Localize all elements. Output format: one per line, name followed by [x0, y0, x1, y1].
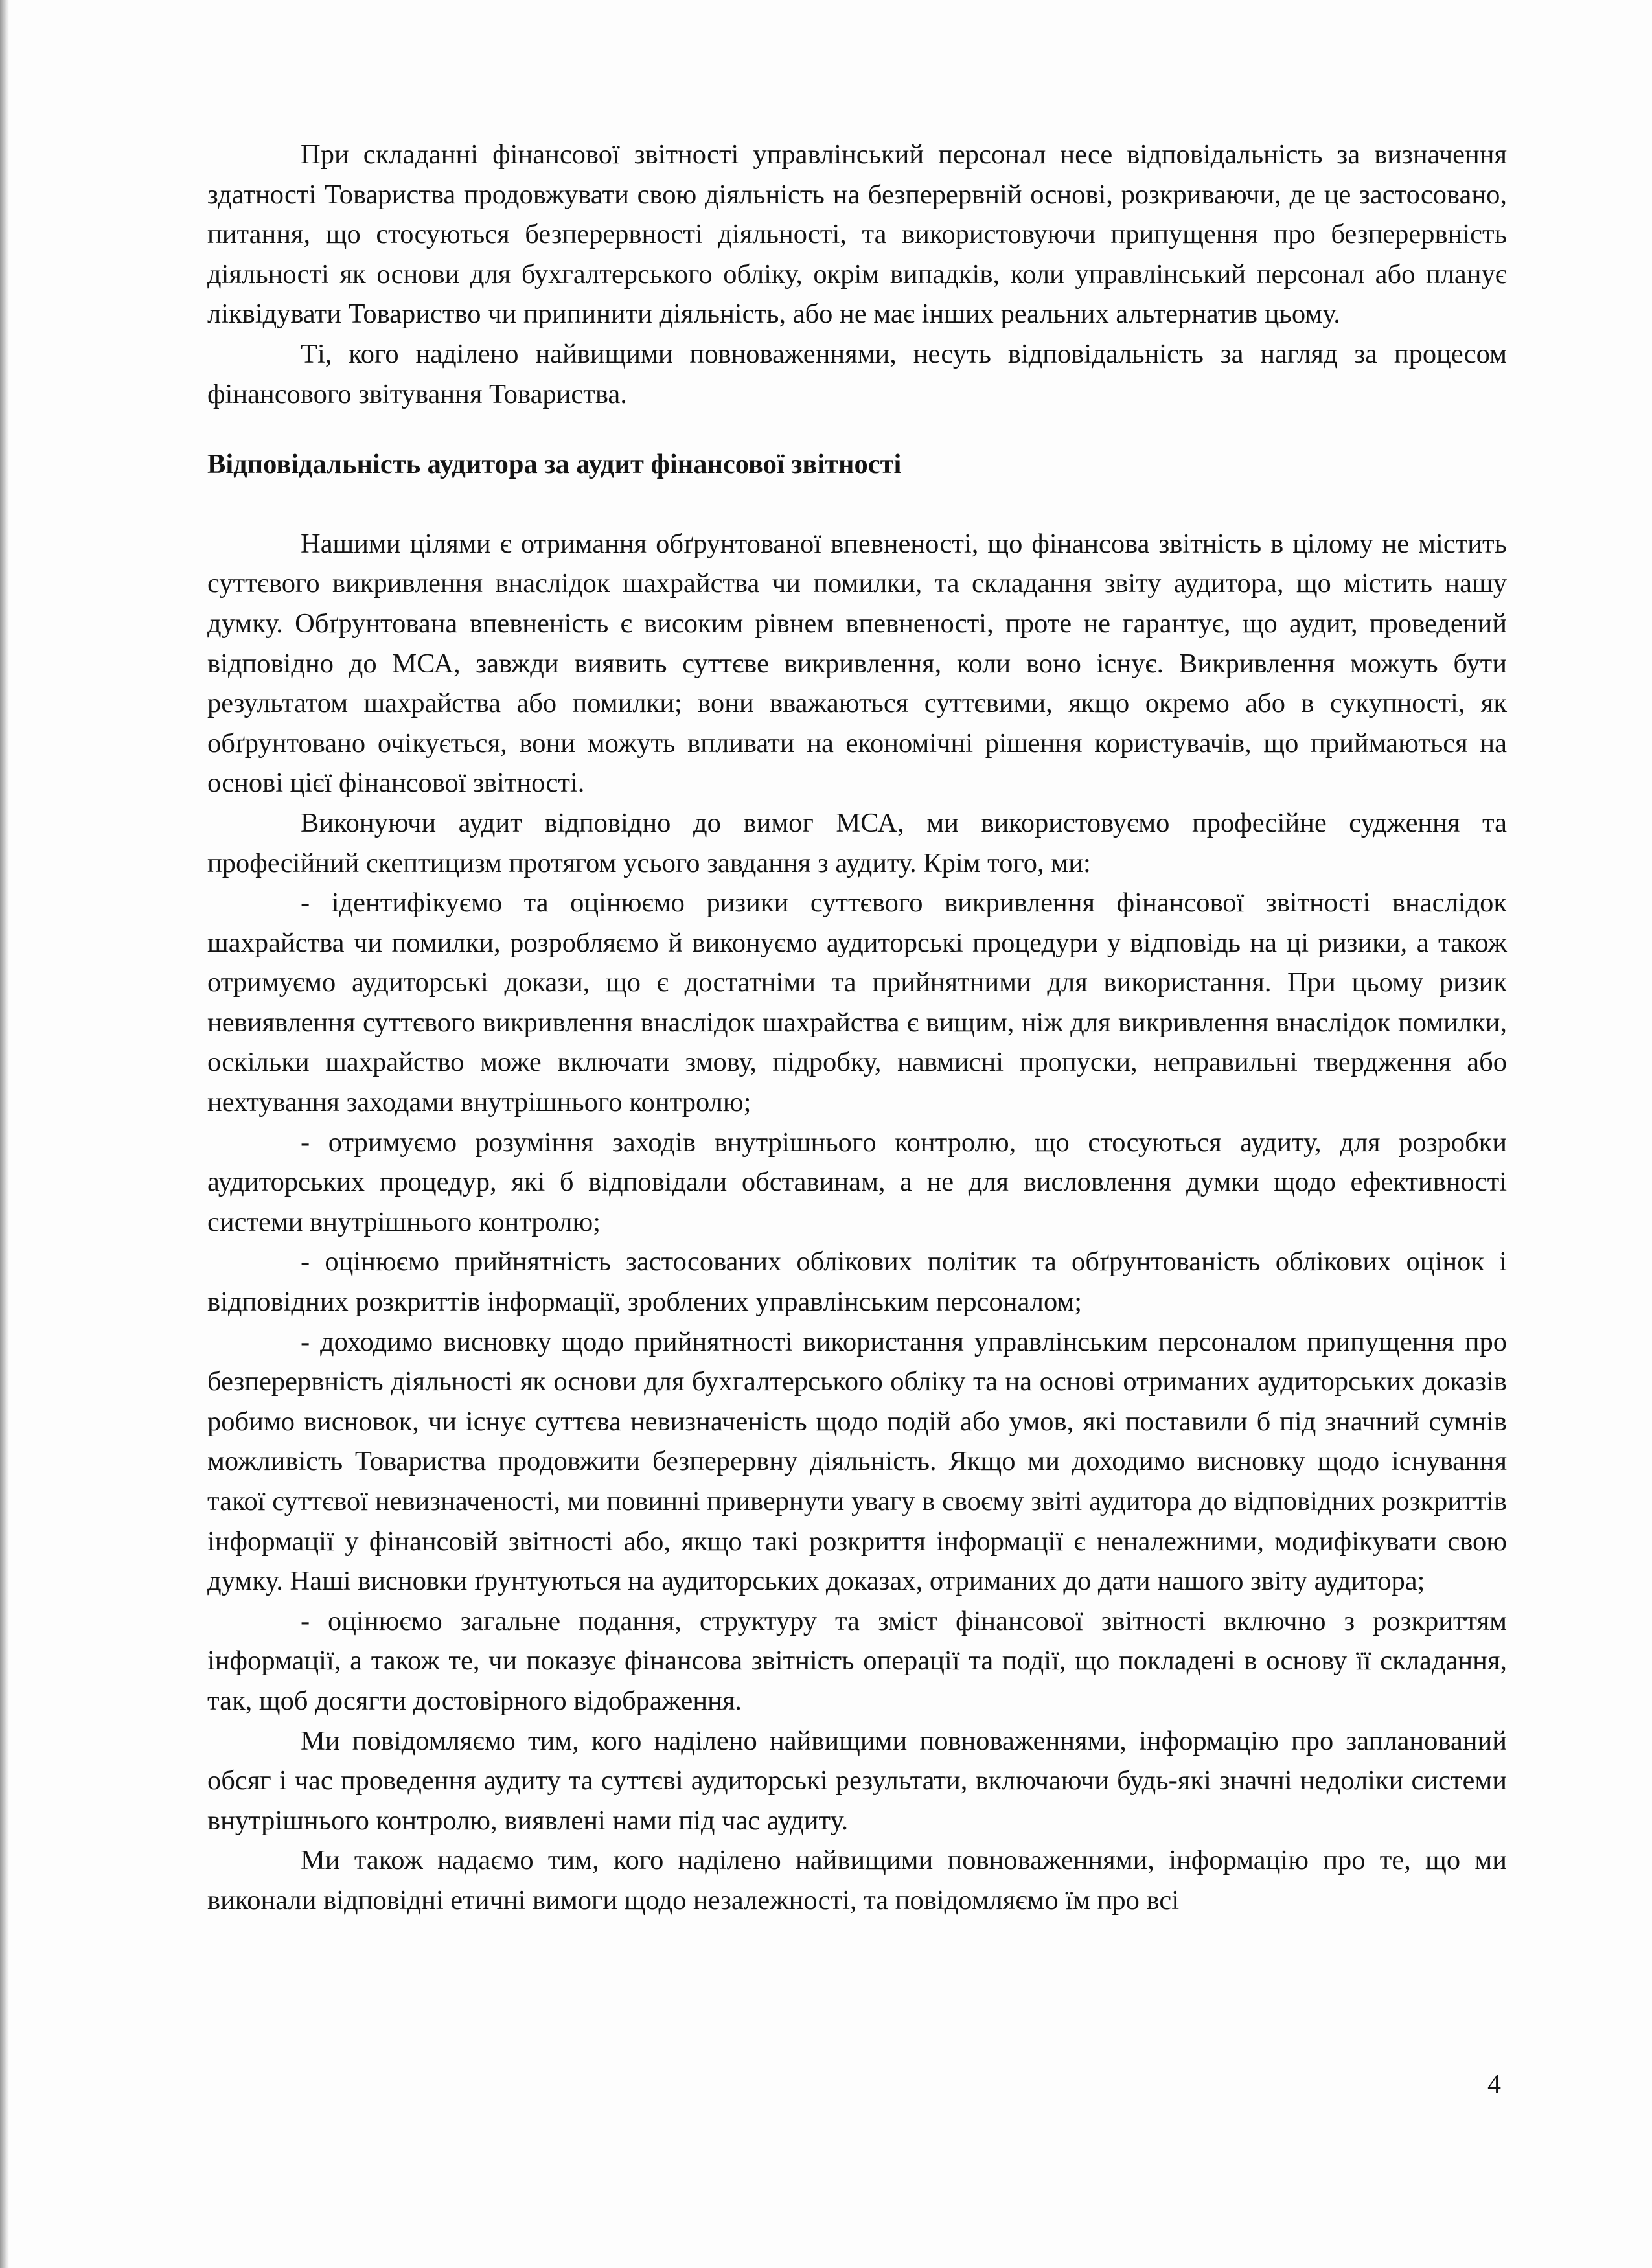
list-item-accounting-policies: - оцінюємо прийнятність застосованих облікових політик та обґрунтованість облікових оцінок і відповідних розкриттів інформації, зроблених управлінським персоналом;: [207, 1246, 1507, 1318]
paragraph-communication-scope: Ми повідомляємо тим, кого наділено найвищими повноваженнями, інформацію про запланований обсяг і час проведення аудиту та суттєві аудиторські результати, включаючи будь-які значні недоліки системи внутрішнього контролю, виявлені нами під час аудиту.: [207, 1725, 1507, 1836]
page-number: 4: [1487, 2070, 1501, 2100]
scan-binding-edge: [0, 0, 9, 2268]
list-item-identify-risks: - ідентифікуємо та оцінюємо ризики суттєвого викривлення фінансової звітності внаслідок шахрайства чи помилки, розробляємо й виконуємо аудиторські процедури у відповідь на ці ризики, а також отримуємо аудиторські докази, що є достатніми та прийнятними для використання. При цьому ризик невиявлення суттєвого викривлення внаслідок шахрайства є вищим, ніж для викривлення внаслідок помилки, оскільки шахрайство може включати змову, підробку, навмисні пропуски, неправильні твердження або нехтування заходами внутрішнього контролю;: [207, 888, 1507, 1118]
paragraph-professional-judgement: Виконуючи аудит відповідно до вимог МСА, ми використовуємо професійне судження та професійний скептицизм протягом усього завдання з аудиту. Крім того, ми:: [207, 807, 1507, 878]
section-heading: Відповідальність аудитора за аудит фінансової звітності: [207, 449, 902, 480]
paragraph-management-responsibility: При складанні фінансової звітності управлінський персонал несе відповідальність за визначення здатності Товариства продовжувати свою діяльність на безперервній основі, розкриваючи, де це застосовано, питання, що стосуються безперервності діяльності, та використовуючи припущення про безперервність діяльності як основи для бухгалтерського обліку, окрім випадків, коли управлінський персонал або планує ліквідувати Товариство чи припинити діяльність, або не має інших реальних альтернатив цьому.: [207, 139, 1507, 330]
list-item-internal-control: - отримуємо розуміння заходів внутрішнього контролю, що стосуються аудиту, для розробки аудиторських процедур, які б відповідали обставинам, а не для висловлення думки щодо ефективності системи внутрішнього контролю;: [207, 1127, 1507, 1237]
list-item-overall-presentation: - оцінюємо загальне подання, структуру та зміст фінансової звітності включно з розкриттям інформації, а також те, чи показує фінансова звітність операції та події, що покладені в основу її складання, так, щоб досягти достовірного відображення.: [207, 1605, 1507, 1716]
page-body: [207, 135, 1507, 1921]
paragraph-audit-objectives: Нашими цілями є отримання обґрунтованої впевненості, що фінансова звітність в цілому не містить суттєвого викривлення внаслідок шахрайства чи помилки, та складання звіту аудитора, що містить нашу думку. Обґрунтована впевненість є високим рівнем впевненості, проте не гарантує, що аудит, проведений відповідно до МСА, завжди виявить суттєве викривлення, коли воно існує. Викривлення можуть бути результатом шахрайства або помилки; вони вважаються суттєвими, якщо окремо або в сукупності, як обґрунтовано очікується, вони можуть впливати на економічні рішення користувачів, що приймаються на основі цієї фінансової звітності.: [207, 528, 1507, 799]
list-item-going-concern: - доходимо висновку щодо прийнятності використання управлінським персоналом припущення про безперервність діяльності як основи для бухгалтерського обліку та на основі отриманих аудиторських доказів робимо висновок, чи існує суттєва невизначеність щодо подій або умов, які поставили б під значний сумнів можливість Товариства продовжити безперервну діяльність. Якщо ми доходимо висновку щодо існування такої суттєвої невизначеності, ми повинні привернути увагу в своєму звіті аудитора до відповідних розкриттів інформації у фінансовій звітності або, якщо такі розкриття інформації є неналежними, модифікувати свою думку. Наші висновки ґрунтуються на аудиторських доказах, отриманих до дати нашого звіту аудитора;: [207, 1326, 1507, 1597]
paragraph-ethical-requirements: Ми також надаємо тим, кого наділено найвищими повноваженнями, інформацію про те, що ми виконали відповідні етичні вимоги щодо незалежності, та повідомляємо їм про всі: [207, 1845, 1507, 1916]
paragraph-governance-oversight: Ті, кого наділено найвищими повноваженнями, несуть відповідальність за нагляд за процесом фінансового звітування Товариства.: [207, 338, 1507, 409]
